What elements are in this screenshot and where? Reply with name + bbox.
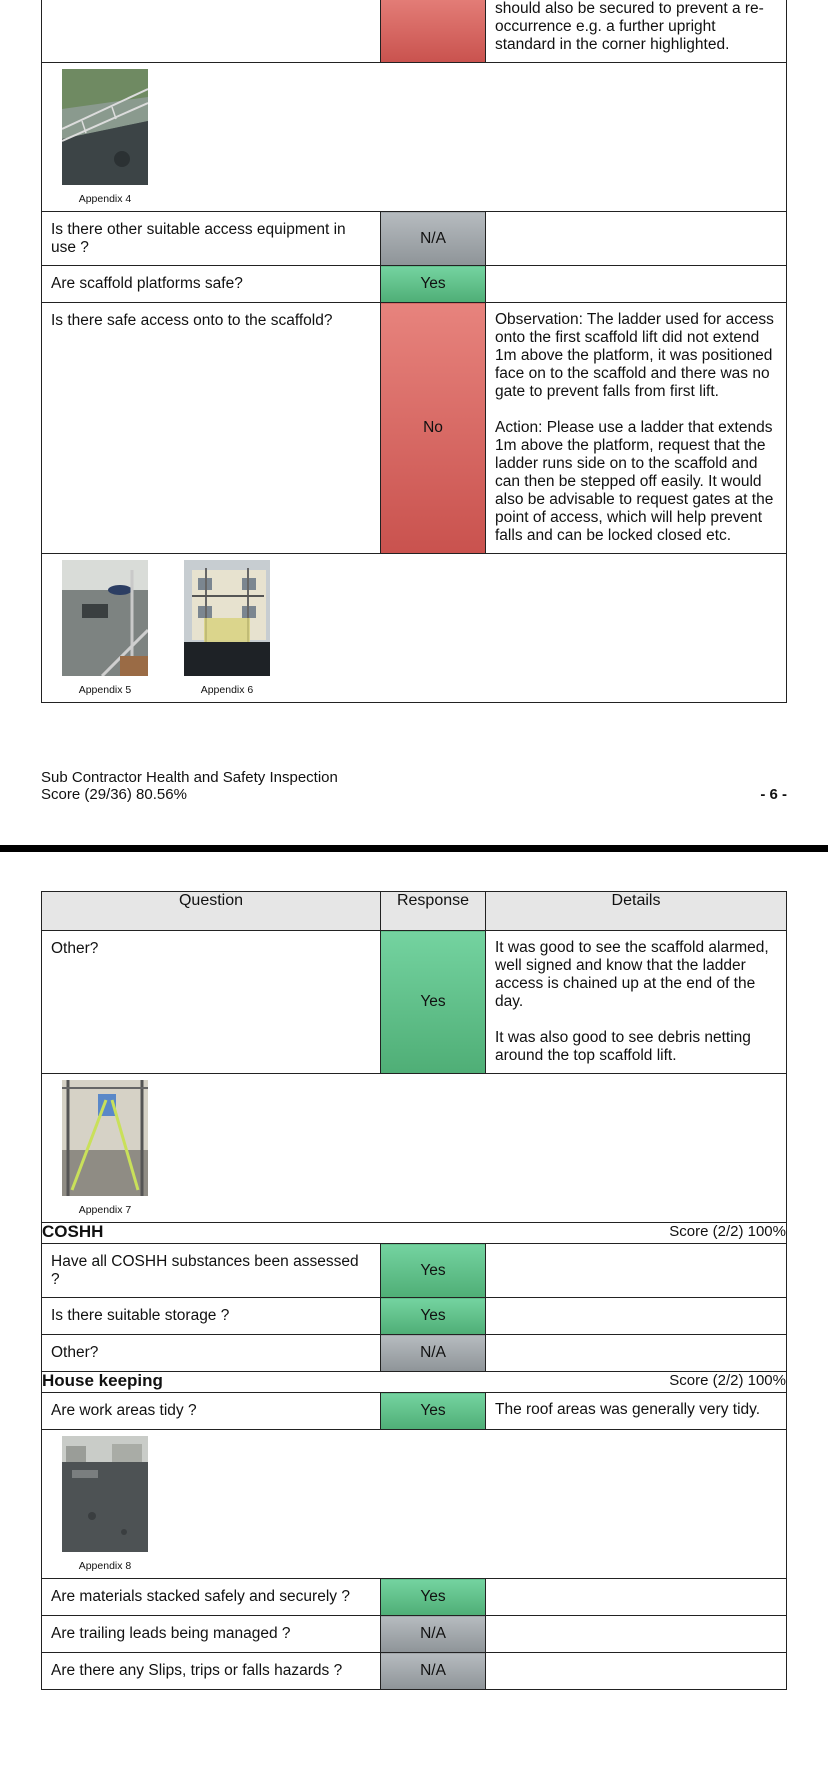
table-row — [42, 0, 787, 63]
details-cell — [486, 1298, 787, 1335]
details-text: It was good to see the scaffold alarmed, well signed and know that the ladder access is chained up at the end of the day. — [495, 939, 769, 1010]
observation-text: Observation: The ladder used for access onto the first scaffold lift did not extend 1m above the platform, it was positioned face on to the scaffold and there was no gate to prevent falls from first lift. — [495, 311, 774, 400]
table-header-row — [42, 892, 787, 931]
section-header-cell — [42, 1223, 787, 1244]
photo-appendix-4[interactable] — [62, 69, 148, 185]
response-cell: N/A — [381, 212, 486, 266]
response-cell: Yes — [381, 1298, 486, 1335]
response-cell: Yes — [381, 1579, 486, 1616]
question-cell: Are there any Slips, trips or falls hazards ? — [42, 1653, 381, 1690]
details-cell — [486, 1579, 787, 1616]
details-cell: The roof areas was generally very tidy. — [486, 1393, 787, 1430]
table-row — [42, 1579, 787, 1616]
section-header-cell — [42, 1372, 787, 1393]
details-cell — [486, 931, 787, 1074]
details-cell — [486, 0, 787, 63]
action-text: Action: Please use a ladder that extends 1m above the platform, request that the ladder runs side on to the scaffold and can then be stepped off easily. It would also be advisable to request gates at the point of access, which will help prevent falls and can be locked closed etc. — [495, 419, 774, 544]
question-cell: Other? — [42, 931, 381, 1074]
table-row — [42, 303, 787, 554]
table-row — [42, 1653, 787, 1690]
response-cell: N/A — [381, 1335, 486, 1372]
response-cell: N/A — [381, 1616, 486, 1653]
details-cell — [486, 1244, 787, 1298]
details-cell — [486, 266, 787, 303]
question-cell: Is there suitable storage ? — [42, 1298, 381, 1335]
photo-appendix-5[interactable] — [62, 560, 148, 676]
section-title: House keeping — [42, 1371, 163, 1390]
inspection-table-page-6 — [41, 0, 787, 703]
response-cell: Yes — [381, 266, 486, 303]
question-cell: Are materials stacked safely and securely ? — [42, 1579, 381, 1616]
section-header-housekeeping — [42, 1372, 787, 1393]
table-row — [42, 266, 787, 303]
appendix-row — [42, 1430, 787, 1579]
table-row — [42, 1244, 787, 1298]
photo-cell — [42, 63, 787, 212]
section-header-coshh — [42, 1223, 787, 1244]
appendix-caption: Appendix 6 — [200, 684, 254, 696]
appendix-caption: Appendix 7 — [78, 1204, 132, 1216]
table-row — [42, 1335, 787, 1372]
photo-cell — [42, 1430, 787, 1579]
inspection-table-page-7 — [41, 891, 787, 1690]
question-cell: Are scaffold platforms safe? — [42, 266, 381, 303]
details-cell — [486, 1335, 787, 1372]
response-cell: Yes — [381, 931, 486, 1074]
column-header-response: Response — [381, 892, 486, 931]
column-header-details: Details — [486, 892, 787, 931]
appendix-row — [42, 1074, 787, 1223]
details-text: should also be secured to prevent a re-occurrence e.g. a further upright standard in the corner highlighted. — [495, 0, 764, 53]
photo-cell — [42, 554, 787, 703]
page-footer — [41, 769, 787, 803]
details-cell — [486, 303, 787, 554]
details-cell — [486, 1653, 787, 1690]
response-cell: Yes — [381, 1393, 486, 1430]
question-cell: Have all COSHH substances been assessed ? — [42, 1244, 381, 1298]
question-cell: Other? — [42, 1335, 381, 1372]
details-cell — [486, 212, 787, 266]
footer-title: Sub Contractor Health and Safety Inspection — [41, 769, 338, 786]
appendix-caption: Appendix 5 — [78, 684, 132, 696]
details-cell — [486, 1616, 787, 1653]
appendix-caption: Appendix 4 — [78, 193, 132, 205]
table-row — [42, 931, 787, 1074]
question-cell — [42, 0, 381, 63]
table-row — [42, 212, 787, 266]
photo-cell — [42, 1074, 787, 1223]
question-cell: Are trailing leads being managed ? — [42, 1616, 381, 1653]
question-cell: Is there safe access onto to the scaffold? — [42, 303, 381, 554]
section-score: Score (2/2) 100% — [669, 1223, 786, 1240]
photo-appendix-8[interactable] — [62, 1436, 148, 1552]
section-score: Score (2/2) 100% — [669, 1372, 786, 1389]
page-divider — [0, 845, 828, 852]
table-row — [42, 1393, 787, 1430]
response-cell: N/A — [381, 1653, 486, 1690]
footer-score: Score (29/36) 80.56% — [41, 786, 187, 803]
question-cell: Is there other suitable access equipment in use ? — [42, 212, 381, 266]
details-text: It was also good to see debris netting around the top scaffold lift. — [495, 1029, 751, 1064]
section-title: COSHH — [42, 1222, 104, 1241]
appendix-row — [42, 554, 787, 703]
column-header-question: Question — [42, 892, 381, 931]
response-cell: Yes — [381, 1244, 486, 1298]
question-cell: Are work areas tidy ? — [42, 1393, 381, 1430]
table-row — [42, 1298, 787, 1335]
table-row — [42, 1616, 787, 1653]
appendix-caption: Appendix 8 — [78, 1560, 132, 1572]
appendix-row — [42, 63, 787, 212]
response-cell — [381, 0, 486, 63]
response-cell: No — [381, 303, 486, 554]
photo-appendix-6[interactable] — [184, 560, 270, 676]
photo-appendix-7[interactable] — [62, 1080, 148, 1196]
page-number: - 6 - — [760, 786, 787, 803]
